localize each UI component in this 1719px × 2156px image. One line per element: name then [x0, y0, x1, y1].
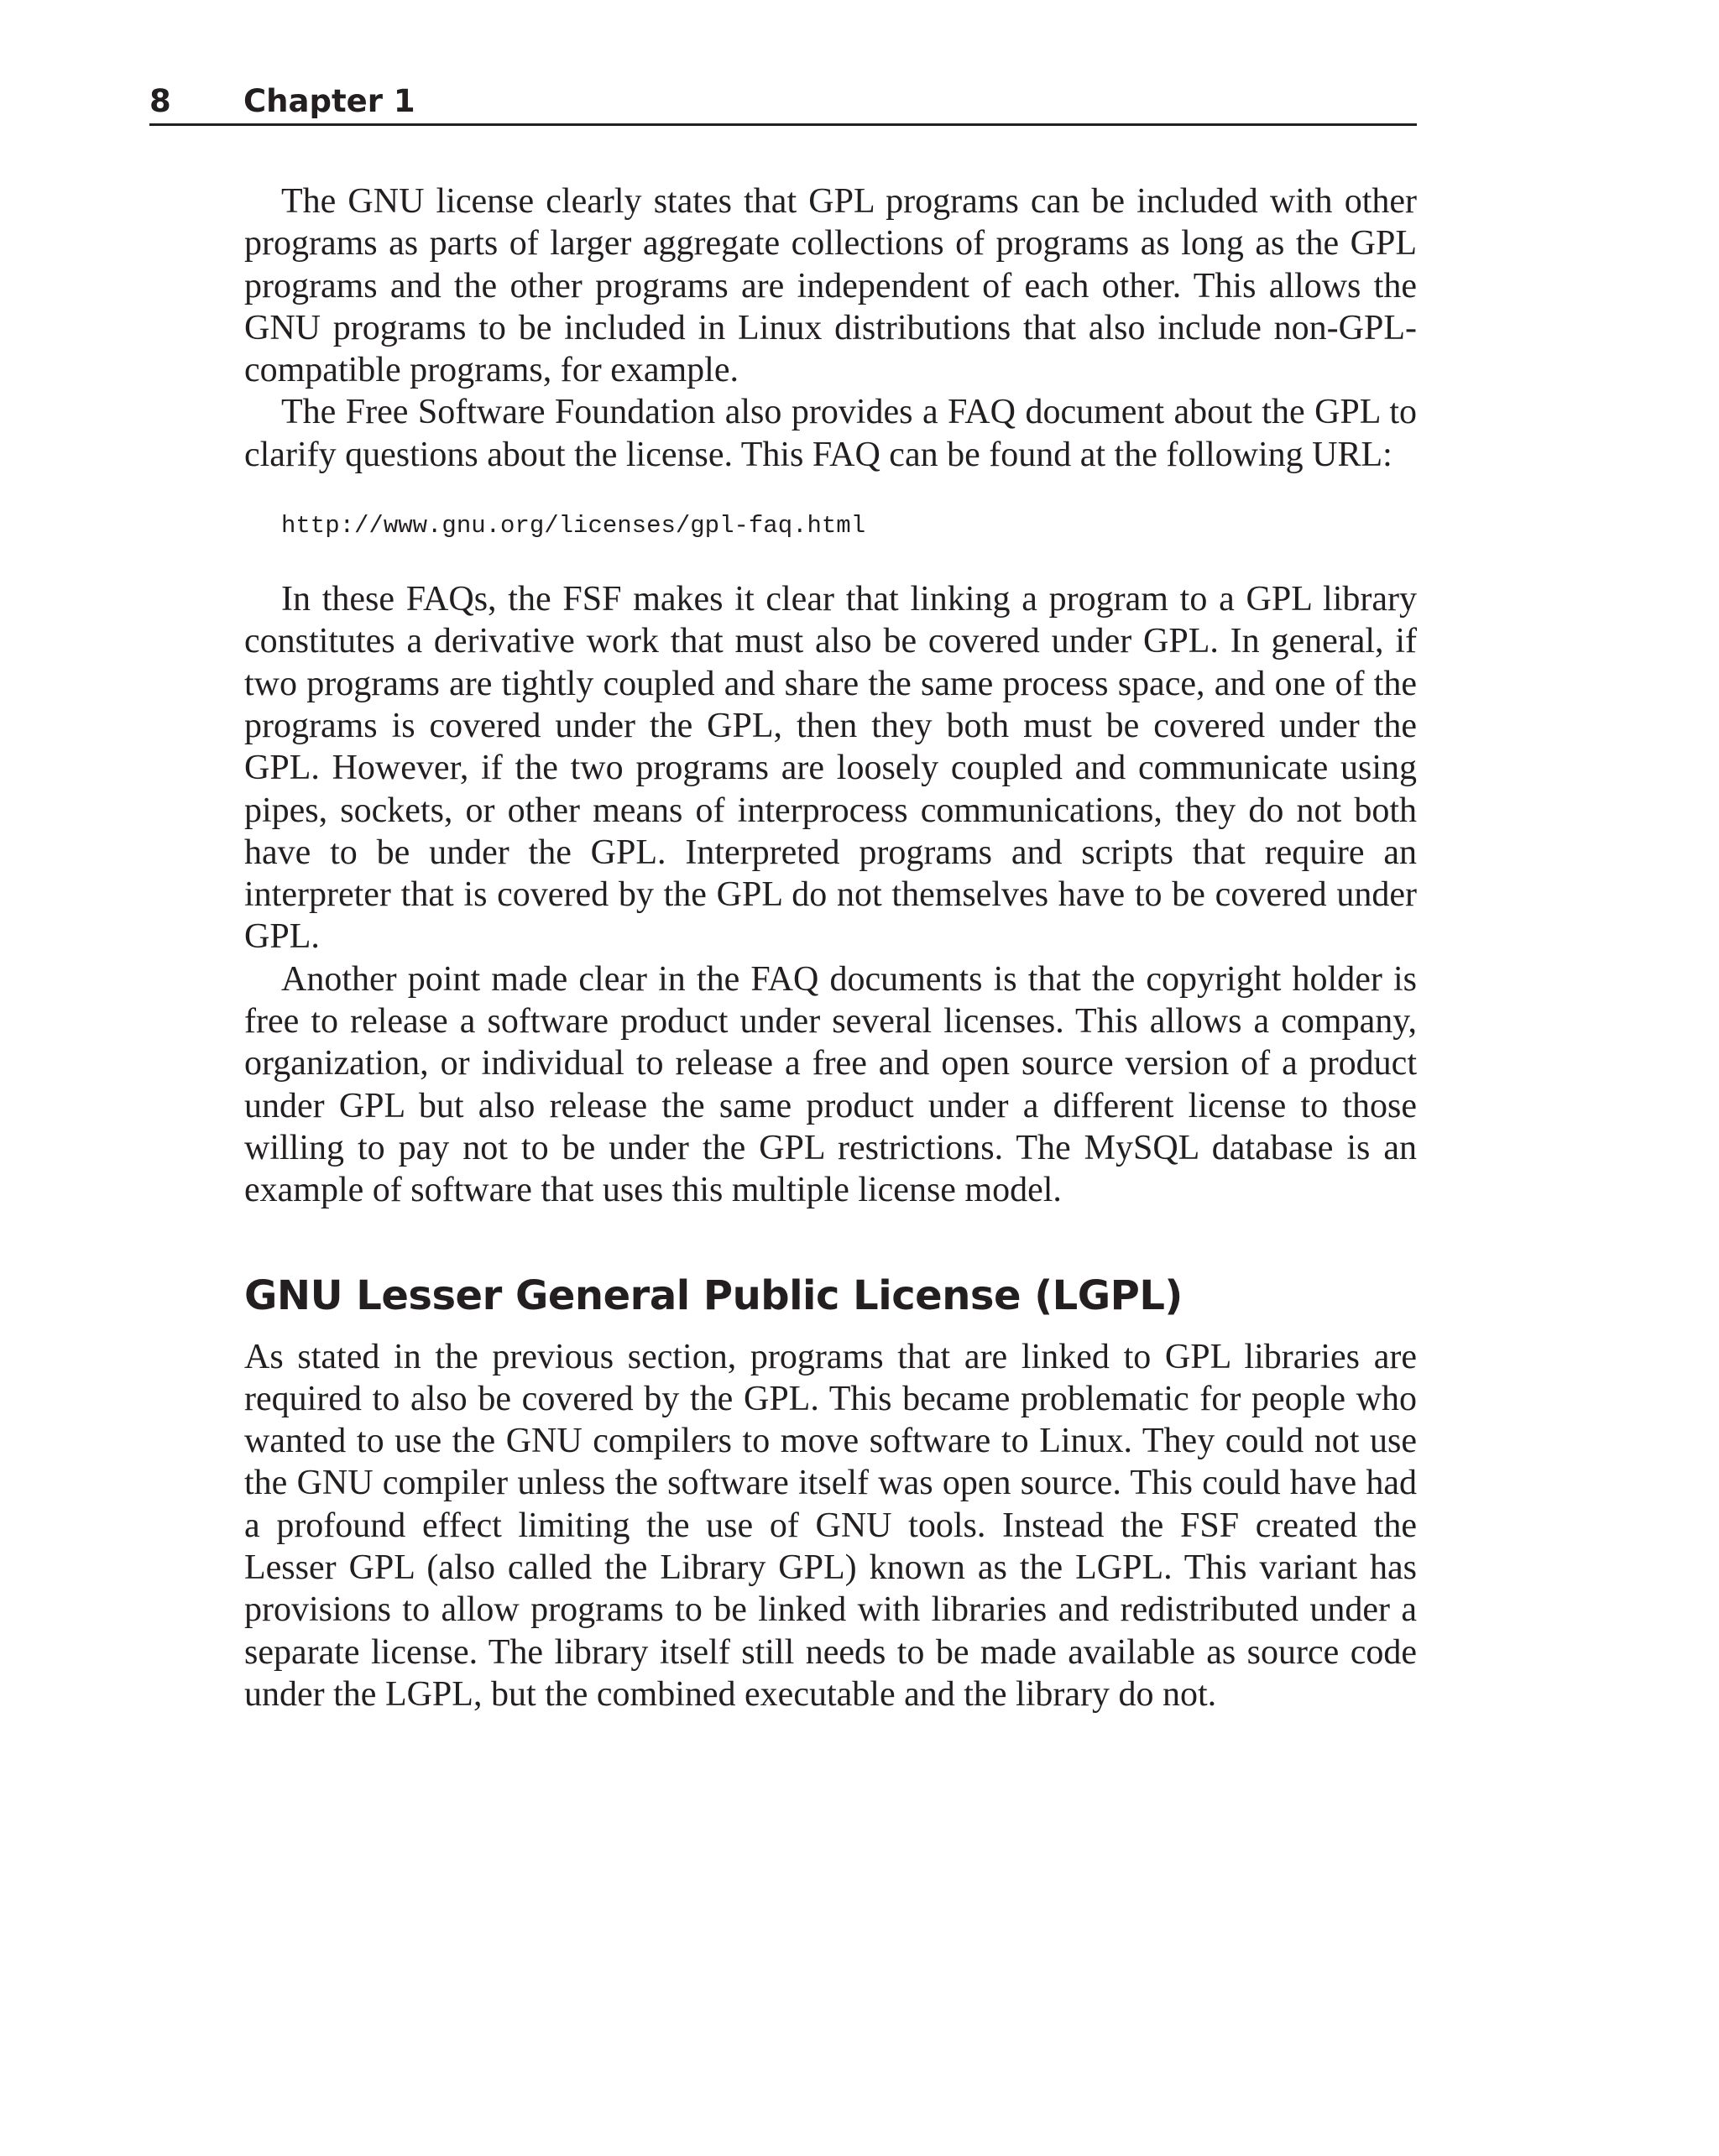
paragraph-multiple-licenses: Another point made clear in the FAQ documents is that the copyright holder is free to release a software product under several licenses. This allows a company, organization, or individual to release a free and open source version of a product under GPL but also release the same product under a different license to those willing to pay not to be under the GPL restrictions. The MySQL database is an example of software that uses this multiple license model.: [244, 959, 1417, 1210]
page-body: [244, 180, 1417, 1715]
chapter-label: Chapter 1: [243, 83, 415, 119]
page-header: [149, 81, 1417, 126]
paragraph-gpl-linking: In these FAQs, the FSF makes it clear that linking a program to a GPL library constitutes a derivative work that must also be covered under GPL. In general, if two programs are tightly coupled and share the same process space, and one of the programs is covered under the GPL, then they both must be covered under the GPL. However, if the two programs are loosely coupled and communicate using pipes, sockets, or other means of interprocess communications, they do not both have to be under the GPL. Interpreted programs and scripts that require an interpreter that is covered by the GPL do not themselves have to be covered under GPL.: [244, 580, 1417, 957]
section-heading-lgpl: GNU Lesser General Public License (LGPL): [244, 1271, 1183, 1319]
paragraph-lgpl: As stated in the previous section, programs that are linked to GPL libraries are required to also be covered by the GPL. This became problematic for people who wanted to use the GNU compilers to move software to Linux. They could not use the GNU compiler unless the software itself was open source. This could have had a profound effect limiting the use of GNU tools. Instead the FSF created the Lesser GPL (also called the Library GPL) known as the LGPL. This variant has provisions to allow programs to be linked with libraries and redistributed under a separate license. The library itself still needs to be made available as source code under the LGPL, but the combined executable and the library do not.: [244, 1337, 1417, 1714]
faq-url: http://www.gnu.org/licenses/gpl-faq.html: [281, 512, 866, 540]
page-number: 8: [149, 83, 171, 119]
paragraph-gpl-faq: The Free Software Foundation also provides a FAQ document about the GPL to clarify questions about the license. This FAQ can be found at the following URL:: [244, 393, 1417, 474]
paragraph-gpl-aggregate: The GNU license clearly states that GPL programs can be included with other programs as parts of larger aggregate collections of programs as long as the GPL programs and the other programs are independent of each other. This allows the GNU programs to be included in Linux distributions that also include non-GPL-compatible programs, for example.: [244, 182, 1417, 390]
